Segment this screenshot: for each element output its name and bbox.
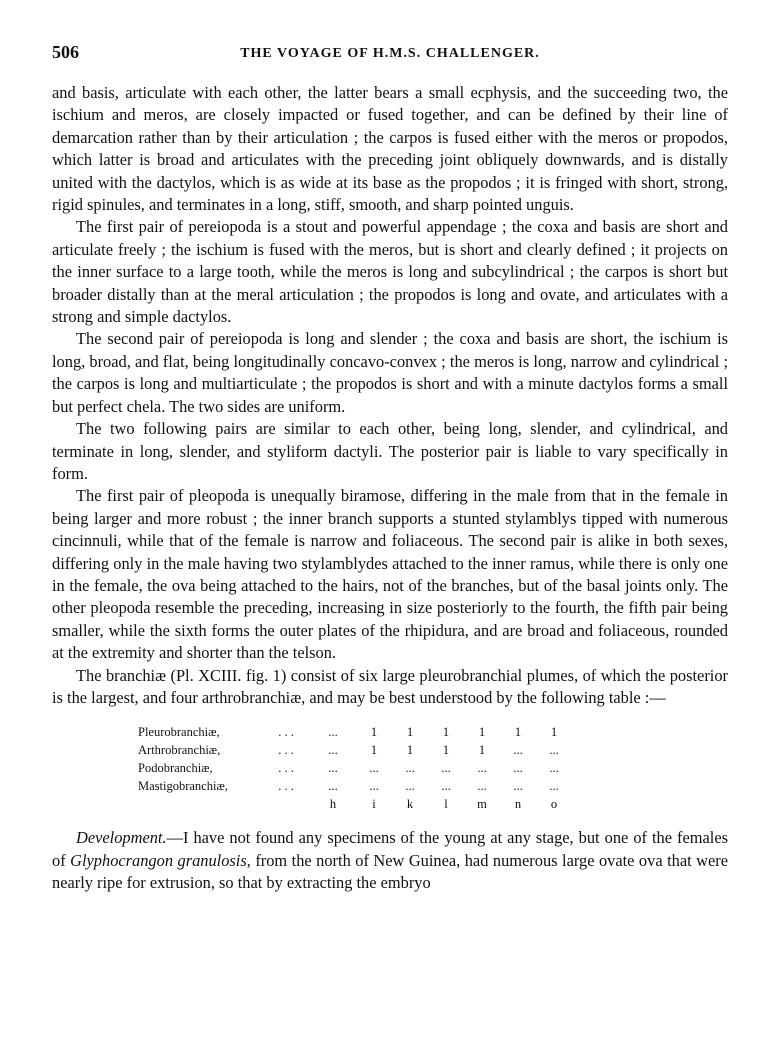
table-cell: 1 (442, 743, 450, 758)
table-cell: ... (513, 779, 523, 794)
development-heading: Development. (76, 828, 167, 848)
table-footer-row (138, 795, 572, 813)
table-cell: ... (328, 779, 338, 794)
table-cell: 1 (550, 725, 558, 740)
table-row (138, 759, 572, 777)
table-cell: ... (549, 779, 559, 794)
table-cell: ... (441, 761, 451, 776)
page (52, 42, 728, 895)
species-name: Glyphocrangon granulosis (70, 850, 247, 870)
footer-letter: l (444, 797, 448, 812)
page-header (52, 42, 728, 68)
table-cell: 1 (478, 743, 486, 758)
leader-dots: . . . (278, 779, 294, 794)
table-cell: ... (405, 779, 415, 794)
table-row (138, 723, 572, 741)
table-cell: ... (328, 743, 338, 758)
table-cell: ... (549, 743, 559, 758)
table-cell: ... (328, 761, 338, 776)
table-cell: ... (477, 761, 487, 776)
table-cell: 1 (442, 725, 450, 740)
table-cell: ... (369, 779, 379, 794)
paragraph-5: The first pair of pleopoda is unequally biramose, differing in the male from that in the female in being larger and more robust ; the inner branch supports a stunted stylamblys tipped with numerous cincinnuli, while that of the female is narrow and foliaceous. The second pair is alike in both sexes, differing only in the male having two stylamblydes attached to the inner ramus, while there is only one in the female, the ova being attached to the hairs, not of the branches, but of the basal joints only. The other pleopoda resemble the preceding, increasing in size posteriorly to the fourth, the fifth pair being smaller, while the sixth forms the outer plates of the rhipidura, and are broad and foliaceous, rounded at the extremity and shorter than the telson. (52, 486, 728, 663)
table-cell: 1 (514, 725, 522, 740)
table-cell: ... (477, 779, 487, 794)
branchiae-table-wrap (138, 723, 728, 813)
footer-letter: i (372, 797, 376, 812)
footer-letter: n (514, 797, 522, 812)
footer-letter: k (406, 797, 414, 812)
table-cell: ... (405, 761, 415, 776)
leader-dots: . . . (278, 725, 294, 740)
paragraph-6: The branchiæ (Pl. XCIII. fig. 1) consist of six large pleurobranchial plumes, of which the posterior is the largest, and four arthrobranchiæ, and may be best understood by the following table :— (52, 665, 728, 707)
development-paragraph (52, 827, 728, 894)
table-cell: 1 (406, 743, 414, 758)
page-number: 506 (52, 42, 79, 62)
leader-dots: . . . (278, 761, 294, 776)
table-row (138, 777, 572, 795)
footer-letter: h (329, 797, 337, 812)
table-row (138, 741, 572, 759)
table-cell: 1 (406, 725, 414, 740)
table-cell: 1 (478, 725, 486, 740)
row-label: Arthrobranchiæ, (138, 743, 221, 758)
row-label: Podobranchiæ, (138, 761, 213, 776)
footer-letter: o (550, 797, 558, 812)
footer-letter: m (477, 797, 487, 812)
row-label: Mastigobranchiæ, (138, 779, 228, 794)
paragraph-1: and basis, articulate with each other, the latter bears a small ecphysis, and the succeeding two, the ischium and meros, are closely impacted or fused together, and can be defined by their line of demarcation rather than by their articulation ; the carpos is fused either with the meros or propodos, which latter is broad and articulates with the preceding joint obliquely downwards, and is distally united with the dactylos, which is as wide at its base as the propodos ; it is fringed with short, strong, rigid spinules, and terminates in a long, stiff, smooth, and sharp pointed unguis. (52, 83, 728, 215)
table-cell: ... (513, 761, 523, 776)
table-cell: ... (441, 779, 451, 794)
paragraph-2: The first pair of pereiopoda is a stout and powerful appendage ; the coxa and basis are short and articulate freely ; the ischium is fused with the meros, but is short and clearly defined ; it projects on the inner surface to a large tooth, while the meros is long and subcylindrical ; the carpos is short but broader distally than at the meral articulation ; the propodos is long and ovate, and articulates with a strong and simple dactylos. (52, 217, 728, 327)
branchiae-table (138, 723, 572, 813)
leader-dots: . . . (278, 743, 294, 758)
paragraph-3: The second pair of pereiopoda is long and slender ; the coxa and basis are short, the ischium is long, broad, and flat, being longitudinally concavo-convex ; the meros is long, narrow and cylindrical ; the carpos is long and multiarticulate ; the propodos is short and with a minute dactylos forms a small but perfect chela. The two sides are uniform. (52, 329, 728, 416)
table-cell: ... (369, 761, 379, 776)
development-text-before: I have not found any specimens of the young at any stage, but one of the females of (52, 828, 728, 870)
table-cell: ... (513, 743, 523, 758)
table-cell: 1 (370, 725, 378, 740)
development-dash: — (166, 828, 183, 848)
running-title: THE VOYAGE OF H.M.S. CHALLENGER. (240, 46, 540, 61)
row-label: Pleurobranchiæ, (138, 725, 220, 740)
paragraph-4: The two following pairs are similar to each other, being long, slender, and cylindrical, and terminate in long, slender, and styliform dactyli. The posterior pair is liable to vary specifically in form. (52, 419, 728, 483)
table-cell: ... (328, 725, 338, 740)
table-cell: ... (549, 761, 559, 776)
table-cell: 1 (370, 743, 378, 758)
development-text-after: , from the north of New Guinea, had numerous large ovate ova that were nearly ripe for extrusion, so that by extracting the embryo (52, 850, 728, 893)
